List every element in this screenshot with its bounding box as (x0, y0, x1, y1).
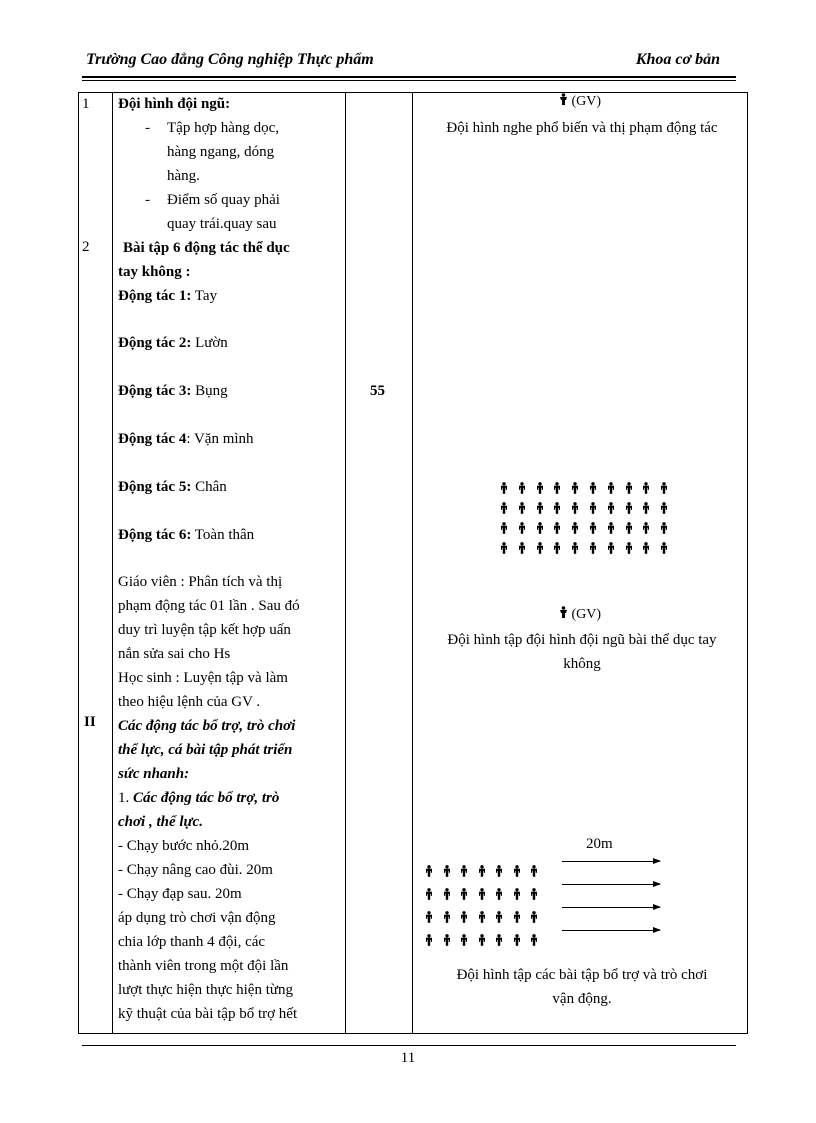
movement-4: Động tác 4: Vặn mình (118, 431, 254, 447)
item-line: Tập hợp hàng dọc, (167, 120, 280, 136)
row-number-1: 1 (82, 96, 90, 112)
teacher-note: duy trì luyện tập kết hợp uấn (118, 622, 291, 638)
person-icon (478, 910, 487, 921)
person-icon (559, 93, 568, 105)
person-icon (513, 933, 522, 944)
person-icon (642, 521, 651, 532)
teacher-note: nắn sửa sai cho Hs (118, 646, 231, 662)
person-icon (660, 541, 669, 552)
teacher-note: Giáo viên : Phân tích và thị (118, 574, 283, 590)
item-line: quay trái.quay sau (167, 216, 277, 232)
person-icon (536, 481, 545, 492)
person-icon (607, 481, 616, 492)
person-icon (495, 864, 504, 875)
col-divider-3 (412, 93, 413, 1033)
teacher-marker (559, 606, 601, 623)
person-icon (536, 541, 545, 552)
row-number-2: 2 (82, 239, 90, 255)
arrow-right-icon (562, 884, 660, 885)
person-icon (500, 521, 509, 532)
col-divider-1 (112, 93, 113, 1033)
header-school: Trường Cao đẳng Công nghiệp Thực phẩm (86, 51, 374, 68)
run-drill: - Chạy nâng cao đùi. 20m (118, 862, 273, 878)
person-icon (625, 481, 634, 492)
run-drill: - Chạy đạp sau. 20m (118, 886, 242, 902)
student-row (500, 516, 669, 536)
section-title-support: Các động tác bổ trợ, trò chơi (118, 718, 296, 734)
row-number-II: II (84, 714, 96, 730)
section-title-exercises: Bài tập 6 động tác thể dục (123, 240, 290, 256)
game-note: thành viên trong một đội lần (118, 958, 289, 974)
person-icon (642, 501, 651, 512)
person-icon (425, 864, 434, 875)
person-icon (530, 864, 539, 875)
person-icon (660, 521, 669, 532)
student-row (500, 536, 669, 556)
teacher-label: (GV) (571, 607, 602, 622)
caption-listen: Đội hình nghe phổ biến và thị phạm động tác (446, 120, 718, 136)
person-icon (536, 501, 545, 512)
caption-formation-cont: không (563, 656, 601, 672)
section-title-support: sức nhanh: (118, 766, 190, 782)
person-icon (660, 481, 669, 492)
person-icon (478, 864, 487, 875)
bullet-dash: - (145, 192, 150, 208)
student-row (425, 927, 539, 950)
person-icon (425, 887, 434, 898)
person-icon (642, 481, 651, 492)
person-icon (589, 541, 598, 552)
person-icon (518, 481, 527, 492)
person-icon (495, 910, 504, 921)
caption-drills: Đội hình tập các bài tập bổ trợ và trò chơi (456, 967, 708, 983)
section-title-exercises-cont: tay không : (118, 264, 191, 280)
student-row (425, 881, 539, 904)
arrow-right-icon (562, 930, 660, 931)
caption-drills-cont: vận động. (552, 991, 612, 1007)
person-icon (518, 521, 527, 532)
person-icon (559, 606, 568, 618)
section-title-formation: Đội hình đội ngũ: (118, 96, 231, 112)
person-icon (425, 910, 434, 921)
subsection-1: 1. Các động tác bổ trợ, trò (118, 790, 280, 806)
bullet-dash: - (145, 120, 150, 136)
student-row (425, 858, 539, 881)
item-line: hàng. (167, 168, 200, 184)
person-icon (530, 887, 539, 898)
person-icon (607, 521, 616, 532)
person-icon (660, 501, 669, 512)
person-icon (478, 887, 487, 898)
person-icon (625, 501, 634, 512)
person-icon (571, 481, 580, 492)
distance-label: 20m (586, 836, 613, 852)
person-icon (530, 910, 539, 921)
col-divider-2 (345, 93, 346, 1033)
person-icon (518, 501, 527, 512)
person-icon (443, 864, 452, 875)
person-icon (513, 864, 522, 875)
teacher-label: (GV) (571, 94, 602, 109)
student-formation-grid (500, 476, 669, 556)
student-note: theo hiệu lệnh của GV . (118, 694, 261, 710)
person-icon (607, 541, 616, 552)
person-icon (513, 910, 522, 921)
arrow-right-icon (562, 907, 660, 908)
person-icon (589, 501, 598, 512)
movement-1: Động tác 1: Tay (118, 288, 218, 304)
game-note: áp dụng trò chơi vận động (118, 910, 276, 926)
run-drill: - Chạy bước nhỏ.20m (118, 838, 250, 854)
person-icon (495, 933, 504, 944)
person-icon (460, 910, 469, 921)
footer-rule (82, 1045, 736, 1046)
person-icon (513, 887, 522, 898)
section-title-support: thể lực, cá bài tập phát triển (118, 742, 293, 758)
person-icon (443, 910, 452, 921)
arrow-right-icon (562, 861, 660, 862)
person-icon (553, 521, 562, 532)
page-number: 11 (400, 1050, 416, 1066)
person-icon (500, 481, 509, 492)
student-row (500, 476, 669, 496)
time-minutes: 55 (370, 383, 385, 399)
person-icon (553, 541, 562, 552)
student-team-grid (425, 858, 539, 950)
person-icon (571, 541, 580, 552)
person-icon (536, 521, 545, 532)
person-icon (571, 501, 580, 512)
person-icon (495, 887, 504, 898)
person-icon (589, 481, 598, 492)
student-row (425, 904, 539, 927)
person-icon (443, 887, 452, 898)
item-line: hàng ngang, dóng (167, 144, 275, 160)
movement-3: Động tác 3: Bụng (118, 383, 228, 399)
caption-formation: Đội hình tập đội hình đội ngũ bài thể dục tay (447, 632, 717, 648)
movement-2: Động tác 2: Lườn (118, 335, 228, 351)
person-icon (460, 933, 469, 944)
header-rule (82, 76, 736, 78)
item-line: Điểm số quay phải (167, 192, 280, 208)
person-icon (530, 933, 539, 944)
person-icon (589, 521, 598, 532)
person-icon (553, 481, 562, 492)
game-note: kỹ thuật của bài tập bổ trợ hết (118, 1006, 298, 1022)
person-icon (518, 541, 527, 552)
movement-6: Động tác 6: Toàn thân (118, 527, 255, 543)
person-icon (553, 501, 562, 512)
person-icon (478, 933, 487, 944)
person-icon (500, 501, 509, 512)
teacher-note: phạm động tác 01 lần . Sau đó (118, 598, 300, 614)
student-row (500, 496, 669, 516)
header-rule-thin (82, 80, 736, 81)
subsection-1-cont: chơi , thể lực. (118, 814, 203, 830)
student-note: Học sinh : Luyện tập và làm (118, 670, 288, 686)
person-icon (642, 541, 651, 552)
person-icon (625, 521, 634, 532)
header-dept: Khoa cơ bản (635, 51, 720, 68)
movement-5: Động tác 5: Chân (118, 479, 227, 495)
person-icon (460, 864, 469, 875)
person-icon (607, 501, 616, 512)
person-icon (571, 521, 580, 532)
person-icon (460, 887, 469, 898)
game-note: lượt thực hiện thực hiện từng (118, 982, 294, 998)
teacher-marker (559, 93, 601, 110)
person-icon (443, 933, 452, 944)
person-icon (625, 541, 634, 552)
person-icon (425, 933, 434, 944)
person-icon (500, 541, 509, 552)
game-note: chia lớp thanh 4 đội, các (118, 934, 266, 950)
